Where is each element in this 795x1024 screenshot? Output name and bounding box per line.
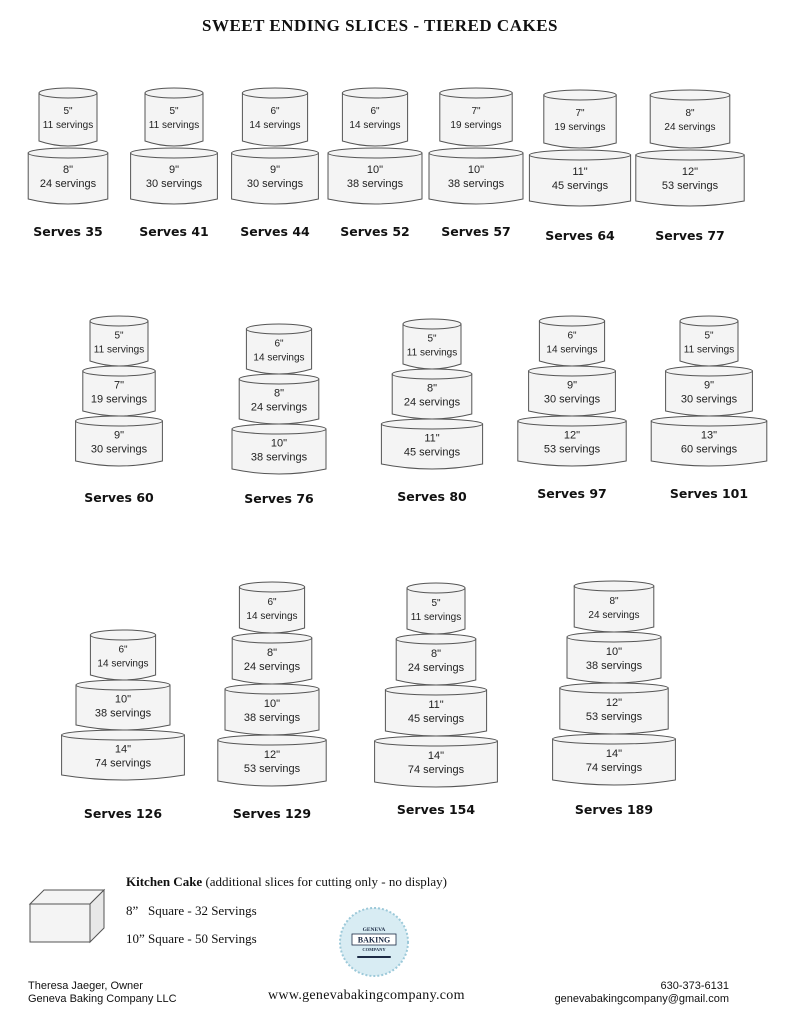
tier-top bbox=[242, 88, 307, 98]
tier-size: 5" bbox=[114, 330, 124, 342]
tier-servings: 60 servings bbox=[680, 443, 738, 456]
tier-top bbox=[76, 416, 163, 426]
cake-diagram bbox=[328, 88, 422, 204]
tier-body bbox=[403, 324, 461, 369]
tier-size: 14" bbox=[114, 743, 132, 756]
logo-line1: GENEVA bbox=[362, 927, 386, 933]
logo-line3: COMPANY bbox=[362, 947, 386, 952]
cake-tier bbox=[28, 148, 108, 204]
cake-tier bbox=[429, 148, 523, 204]
tier-servings: 11 servings bbox=[410, 611, 462, 623]
tier-size: 7" bbox=[471, 106, 481, 118]
tier-size: 11" bbox=[424, 432, 440, 445]
kitchen-cake-note: (additional slices for cutting only - no display) bbox=[205, 874, 447, 889]
tier-servings: 45 servings bbox=[551, 180, 609, 193]
cake-tier bbox=[90, 630, 155, 680]
tier-size: 10" bbox=[270, 437, 288, 450]
tier-size: 9" bbox=[703, 379, 715, 392]
tier-top bbox=[429, 148, 523, 158]
cake-tier bbox=[407, 583, 465, 634]
tier-size: 8" bbox=[685, 108, 695, 120]
tier-size: 5" bbox=[169, 106, 179, 118]
tier-servings: 19 servings bbox=[90, 393, 148, 406]
tier-top bbox=[651, 416, 767, 426]
cake-tier bbox=[518, 416, 626, 466]
cake-tier bbox=[246, 324, 311, 374]
tier-top bbox=[328, 148, 422, 158]
cake-tier bbox=[328, 148, 422, 204]
cake-tier bbox=[239, 582, 304, 633]
tier-top bbox=[392, 369, 472, 379]
cake-diagram bbox=[636, 90, 744, 206]
tier-size: 6" bbox=[370, 106, 380, 118]
cake-tier bbox=[385, 685, 486, 736]
tier-servings: 14 servings bbox=[546, 344, 598, 356]
tier-body bbox=[539, 321, 604, 366]
serves-total: Serves 60 bbox=[84, 490, 154, 505]
tier-size: 5" bbox=[704, 330, 714, 342]
tier-top bbox=[529, 366, 616, 376]
tier-body bbox=[90, 635, 155, 680]
tier-size: 5" bbox=[431, 597, 441, 609]
tier-size: 6" bbox=[267, 596, 277, 608]
tier-top bbox=[518, 416, 626, 426]
tier-servings: 45 servings bbox=[407, 712, 465, 725]
tier-top bbox=[239, 374, 319, 384]
cake-diagram bbox=[429, 88, 523, 204]
tier-size: 10" bbox=[366, 164, 384, 177]
cake-tier bbox=[680, 316, 738, 366]
serves-total: Serves 101 bbox=[669, 486, 749, 501]
tier-top bbox=[560, 683, 668, 693]
tier-servings: 53 servings bbox=[543, 443, 601, 456]
footer-owner-block bbox=[28, 980, 177, 1006]
cake-tier bbox=[83, 366, 155, 416]
tier-servings: 30 servings bbox=[680, 393, 738, 406]
cake-tier bbox=[403, 319, 461, 369]
serves-total: Serves 52 bbox=[340, 224, 410, 239]
cake-diagram bbox=[218, 582, 326, 786]
tier-servings: 14 servings bbox=[249, 120, 301, 132]
tier-top bbox=[553, 734, 676, 744]
cake-tier bbox=[62, 730, 185, 780]
tier-size: 8" bbox=[62, 164, 74, 177]
tier-servings: 30 servings bbox=[543, 393, 601, 406]
cake-tier bbox=[232, 148, 319, 204]
geneva-baking-logo bbox=[338, 906, 410, 978]
tier-top bbox=[574, 581, 654, 591]
tier-size: 8" bbox=[430, 647, 442, 660]
tier-size: 12" bbox=[563, 429, 581, 442]
tier-size: 8" bbox=[273, 387, 285, 400]
cake-diagram bbox=[232, 88, 319, 204]
tier-size: 11" bbox=[572, 166, 588, 179]
cake-tier bbox=[131, 148, 218, 204]
tier-servings: 53 servings bbox=[585, 710, 643, 723]
cake-tier bbox=[651, 416, 767, 466]
tier-size: 12" bbox=[263, 748, 281, 761]
tier-top bbox=[76, 680, 170, 690]
tier-top bbox=[529, 150, 630, 160]
cake-diagram bbox=[28, 88, 108, 204]
tier-top bbox=[90, 630, 155, 640]
tier-top bbox=[232, 148, 319, 158]
tier-servings: 30 servings bbox=[90, 443, 148, 456]
cake-tier bbox=[342, 88, 407, 146]
tier-servings: 38 servings bbox=[346, 178, 404, 191]
tier-size: 9" bbox=[566, 379, 578, 392]
tier-top bbox=[666, 366, 753, 376]
cake-diagram bbox=[76, 316, 163, 466]
tier-servings: 30 servings bbox=[246, 178, 304, 191]
tier-top bbox=[28, 148, 108, 158]
tier-top bbox=[650, 90, 730, 100]
tier-top bbox=[232, 424, 326, 434]
footer-phone: 630-373-6131 bbox=[660, 980, 729, 992]
cake-tier bbox=[529, 366, 616, 416]
tier-size: 9" bbox=[113, 429, 125, 442]
tier-servings: 45 servings bbox=[403, 446, 461, 459]
tier-size: 5" bbox=[63, 106, 73, 118]
cake-tier bbox=[539, 316, 604, 366]
kitchen-cake-option: 10” Square - 50 Servings bbox=[126, 931, 257, 946]
serves-total: Serves 77 bbox=[655, 228, 725, 243]
serves-total: Serves 129 bbox=[232, 806, 312, 821]
tier-top bbox=[239, 582, 304, 592]
kitchen-cake-title: Kitchen Cake bbox=[126, 874, 203, 889]
cake-tier bbox=[90, 316, 148, 366]
tier-servings: 53 servings bbox=[661, 180, 719, 193]
tier-size: 12" bbox=[681, 166, 699, 179]
cake-tier bbox=[381, 419, 482, 469]
tier-body bbox=[246, 329, 311, 374]
footer-owner: Theresa Jaeger, Owner bbox=[28, 980, 143, 992]
cake-tier bbox=[529, 150, 630, 206]
tier-servings: 38 servings bbox=[94, 707, 152, 720]
cake-tier bbox=[76, 680, 170, 730]
tier-top bbox=[680, 316, 738, 326]
tier-servings: 19 servings bbox=[450, 120, 502, 132]
tier-size: 10" bbox=[467, 164, 485, 177]
tier-top bbox=[403, 319, 461, 329]
tier-top bbox=[145, 88, 203, 98]
tier-servings: 38 servings bbox=[585, 659, 643, 672]
footer-website: www.genevabakingcompany.com bbox=[268, 988, 465, 1003]
cake-tier bbox=[145, 88, 203, 146]
tier-servings: 11 servings bbox=[93, 344, 145, 356]
tier-servings: 24 servings bbox=[403, 396, 461, 409]
tier-top bbox=[232, 633, 312, 643]
cake-tier bbox=[396, 634, 476, 685]
cake-tier bbox=[650, 90, 730, 148]
tier-top bbox=[539, 316, 604, 326]
tier-top bbox=[636, 150, 744, 160]
serves-total: Serves 57 bbox=[441, 224, 511, 239]
cake-tier bbox=[76, 416, 163, 466]
tier-size: 14" bbox=[605, 747, 623, 760]
tier-servings: 11 servings bbox=[148, 120, 200, 132]
tier-servings: 53 servings bbox=[243, 762, 301, 775]
cake-diagram bbox=[518, 316, 626, 466]
cake-tier bbox=[232, 633, 312, 684]
serves-total: Serves 80 bbox=[397, 489, 467, 504]
serves-total: Serves 154 bbox=[396, 802, 476, 817]
cake-tier bbox=[544, 90, 616, 148]
tier-servings: 24 servings bbox=[664, 122, 716, 134]
cake-tier bbox=[232, 424, 326, 474]
cake-tier bbox=[375, 736, 498, 787]
serves-total: Serves 76 bbox=[244, 491, 314, 506]
kitchen-cake-box-icon bbox=[28, 884, 108, 944]
cake-diagram bbox=[375, 583, 498, 787]
serves-total: Serves 189 bbox=[574, 802, 654, 817]
tier-top bbox=[567, 632, 661, 642]
tier-top bbox=[375, 736, 498, 746]
cake-tier bbox=[553, 734, 676, 785]
tier-servings: 14 servings bbox=[97, 658, 149, 670]
tier-top bbox=[62, 730, 185, 740]
logo-line2: BAKING bbox=[357, 935, 391, 945]
cake-tier bbox=[636, 150, 744, 206]
tier-servings: 24 servings bbox=[243, 660, 301, 673]
cake-tier bbox=[239, 374, 319, 424]
tier-top bbox=[396, 634, 476, 644]
cake-diagram bbox=[381, 319, 482, 469]
tier-servings: 38 servings bbox=[243, 711, 301, 724]
cake-tier bbox=[567, 632, 661, 683]
tier-size: 8" bbox=[609, 595, 619, 607]
tier-body bbox=[90, 321, 148, 366]
tier-servings: 24 servings bbox=[588, 609, 640, 621]
tier-top bbox=[544, 90, 616, 100]
tier-size: 6" bbox=[274, 338, 284, 350]
tier-servings: 19 servings bbox=[554, 122, 606, 134]
page-title: SWEET ENDING SLICES - TIERED CAKES bbox=[201, 16, 558, 35]
footer-contact-block bbox=[555, 980, 729, 1006]
serves-total: Serves 64 bbox=[545, 228, 615, 243]
cake-tier bbox=[560, 683, 668, 734]
cake-tier bbox=[666, 366, 753, 416]
serves-total: Serves 126 bbox=[83, 806, 163, 821]
serves-total: Serves 44 bbox=[240, 224, 310, 239]
tier-servings: 74 servings bbox=[94, 757, 152, 770]
tier-size: 13" bbox=[700, 429, 718, 442]
tier-top bbox=[39, 88, 97, 98]
tier-size: 6" bbox=[118, 644, 128, 656]
tier-size: 12" bbox=[605, 696, 623, 709]
tier-top bbox=[440, 88, 512, 98]
tier-servings: 14 servings bbox=[253, 352, 305, 364]
tier-top bbox=[218, 735, 326, 745]
tier-size: 10" bbox=[263, 697, 281, 710]
tier-size: 10" bbox=[605, 645, 623, 658]
tier-top bbox=[225, 684, 319, 694]
serves-total: Serves 41 bbox=[139, 224, 209, 239]
tier-top bbox=[131, 148, 218, 158]
cake-diagram bbox=[553, 581, 676, 785]
tier-top bbox=[385, 685, 486, 695]
tier-top bbox=[246, 324, 311, 334]
kitchen-cake-heading bbox=[126, 874, 447, 890]
tier-top bbox=[83, 366, 155, 376]
serves-total: Serves 35 bbox=[33, 224, 103, 239]
cake-tier bbox=[242, 88, 307, 146]
tier-size: 6" bbox=[567, 330, 577, 342]
tier-servings: 11 servings bbox=[406, 347, 458, 359]
tier-size: 8" bbox=[426, 382, 438, 395]
cake-diagram bbox=[651, 316, 767, 466]
cake-tier bbox=[440, 88, 512, 146]
serves-total: Serves 97 bbox=[537, 486, 607, 501]
tier-size: 7" bbox=[575, 108, 585, 120]
tier-servings: 74 servings bbox=[407, 763, 465, 776]
tier-servings: 24 servings bbox=[250, 401, 308, 414]
tier-size: 7" bbox=[113, 379, 125, 392]
tier-servings: 11 servings bbox=[683, 344, 735, 356]
tier-size: 10" bbox=[114, 693, 132, 706]
tier-size: 6" bbox=[270, 106, 280, 118]
tier-size: 9" bbox=[168, 164, 180, 177]
tier-servings: 30 servings bbox=[145, 178, 203, 191]
tier-servings: 38 servings bbox=[447, 178, 505, 191]
cake-diagram bbox=[529, 90, 630, 206]
tier-servings: 38 servings bbox=[250, 451, 308, 464]
tier-servings: 11 servings bbox=[42, 120, 94, 132]
cake-tier bbox=[218, 735, 326, 786]
kitchen-cake-option: 8” Square - 32 Servings bbox=[126, 903, 257, 918]
tier-size: 9" bbox=[269, 164, 281, 177]
tier-top bbox=[381, 419, 482, 429]
tier-servings: 74 servings bbox=[585, 761, 643, 774]
tier-top bbox=[407, 583, 465, 593]
tier-body bbox=[680, 321, 738, 366]
tier-size: 11" bbox=[428, 698, 444, 711]
tier-servings: 14 servings bbox=[349, 120, 401, 132]
tier-top bbox=[342, 88, 407, 98]
cake-tier bbox=[225, 684, 319, 735]
cake-diagram bbox=[62, 630, 185, 780]
tier-top bbox=[90, 316, 148, 326]
tier-servings: 14 servings bbox=[246, 610, 298, 622]
footer-company: Geneva Baking Company LLC bbox=[28, 993, 177, 1005]
cake-tier bbox=[392, 369, 472, 419]
tier-size: 14" bbox=[427, 749, 445, 762]
cake-tier bbox=[574, 581, 654, 632]
cake-diagram bbox=[232, 324, 326, 474]
tier-size: 5" bbox=[427, 333, 437, 345]
tier-servings: 24 servings bbox=[407, 661, 465, 674]
footer-email: genevabakingcompany@gmail.com bbox=[554, 993, 729, 1005]
cake-diagram bbox=[131, 88, 218, 204]
tier-servings: 24 servings bbox=[39, 178, 97, 191]
tier-size: 8" bbox=[266, 646, 278, 659]
cake-tier bbox=[39, 88, 97, 146]
